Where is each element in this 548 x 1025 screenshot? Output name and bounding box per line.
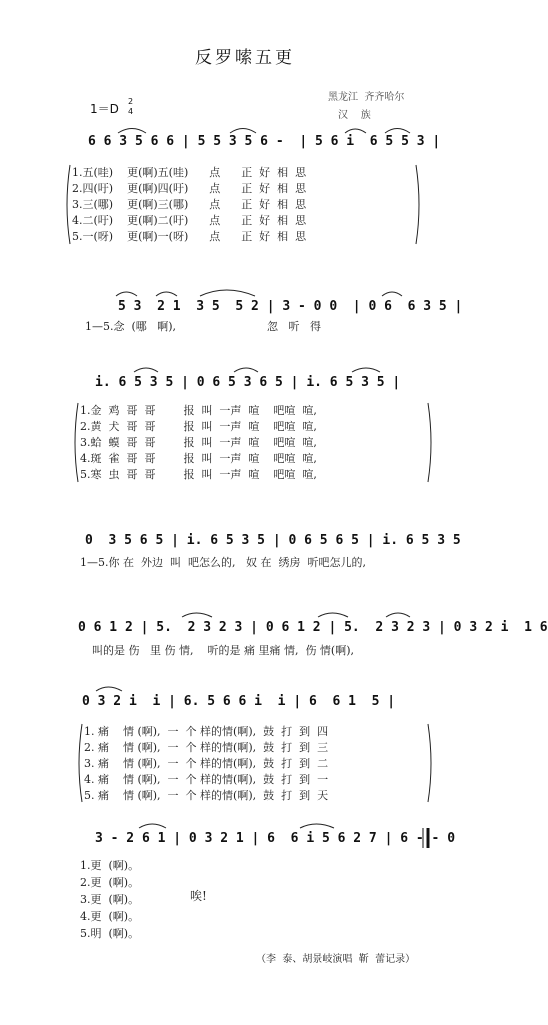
system-7-notes: 3 - 2 6 1 | 0 3 2 1 | 6 6 i 5 6 2 7 | 6 - - 0: [95, 831, 456, 846]
slur-mark: [139, 824, 166, 828]
system-1-verse-2: 2.四(吁) 更(啊)四(吁) 点 正 好 相 思: [72, 182, 307, 195]
system-6-verse-3: 3. 痛 情 (啊), 一 个 样的情(啊), 鼓 打 到 二: [84, 757, 329, 770]
time-signature-top: 2: [128, 97, 134, 106]
ethnicity-label: 汉 族: [338, 110, 371, 121]
system-7-verse-4: 4.更 (啊)。: [80, 910, 140, 923]
key-signature: 1＝D: [90, 102, 119, 116]
system-1-verse-3: 3.三(哪) 更(啊)三(哪) 点 正 好 相 思: [72, 198, 307, 211]
system-7-verse-3: 3.更 (啊)。: [80, 893, 140, 906]
system-4-notes: 0 3 5 6 5 | i. 6 5 3 5 | 0 6 5 6 5 | i. 6 5 3 5: [85, 533, 461, 548]
song-title: 反罗嗦五更: [195, 48, 295, 68]
system-3-verse-3: 3.蛤 蟆 哥 哥 报 叫 一声 喧 吧喧 喧,: [80, 436, 317, 449]
system-5-notes: 0 6 1 2 | 5. 2 3 2 3 | 0 6 1 2 | 5. 2 3 2 3 | 0 3 2 i 1 6: [78, 620, 548, 635]
system-7-verse-5: 5.明 (啊)。: [80, 927, 140, 940]
slur-mark: [156, 292, 177, 296]
system-7-verse-2: 2.更 (啊)。: [80, 876, 140, 889]
slur-mark: [116, 292, 137, 296]
verse-brace-left: [75, 403, 78, 482]
system-3-notes: i. 6 5 3 5 | 0 6 5 3 6 5 | i. 6 5 3 5 |: [95, 375, 401, 390]
system-3-verse-2: 2.黄 犬 哥 哥 报 叫 一声 喧 吧喧 喧,: [80, 420, 317, 433]
verse-brace-right: [428, 724, 431, 802]
system-6-verse-4: 4. 痛 情 (啊), 一 个 样的情(啊), 鼓 打 到 一: [84, 773, 329, 786]
time-signature-bottom: 4: [128, 107, 134, 116]
system-3-verse-5: 5.寒 虫 哥 哥 报 叫 一声 喧 吧喧 喧,: [80, 468, 317, 481]
slur-mark: [234, 368, 258, 372]
system-7-verse-1: 1.更 (啊)。: [80, 859, 140, 872]
slur-mark: [345, 129, 366, 133]
slur-mark: [385, 129, 410, 134]
slur-mark: [352, 368, 380, 372]
region-label: 黑龙江 齐齐哈尔: [328, 92, 405, 103]
system-5-lyrics: 叫的是 伤 里 伤 情, 听的是 痛 里痛 情, 伤 情(啊),: [92, 644, 355, 657]
slur-mark: [200, 290, 255, 296]
slur-mark: [386, 613, 410, 617]
system-4-lyrics: 1—5.你 在 外边 叫 吧怎么的, 奴 在 绣房 听吧怎儿的,: [80, 556, 366, 569]
system-6-verse-5: 5. 痛 情 (啊), 一 个 样的情(啊), 鼓 打 到 天: [84, 789, 329, 802]
system-2-lyrics: 1—5.念 (哪 啊), 忽 听 得: [85, 320, 321, 333]
system-6-notes: 0 3 2 i i | 6. 5 6 6 i i | 6 6 1 5 |: [82, 694, 396, 709]
verse-brace-left: [67, 165, 70, 244]
system-6-verse-1: 1. 痛 情 (啊), 一 个 样的情(啊), 鼓 打 到 四: [84, 725, 329, 738]
system-1-verse-5: 5.一(呀) 更(啊)一(呀) 点 正 好 相 思: [72, 230, 307, 243]
verse-brace-right: [416, 165, 419, 244]
system-1-verse-1: 1.五(哇) 更(啊)五(哇) 点 正 好 相 思: [72, 166, 307, 179]
verse-brace-right: [428, 403, 431, 482]
verse-brace-left: [79, 724, 82, 802]
interjection: 唉!: [190, 889, 207, 903]
slur-mark: [230, 129, 256, 134]
slur-mark: [382, 292, 402, 296]
performer-credit: （李 泰、胡景岐演唱 靳 蕾记录）: [256, 954, 416, 965]
slur-mark: [118, 129, 146, 134]
slur-mark: [182, 613, 212, 617]
system-1-notes: 6 6 3 5 6 6 | 5 5 3 5 6 - | 5 6 i 6 5 5 3 |: [88, 134, 441, 149]
system-6-verse-2: 2. 痛 情 (啊), 一 个 样的情(啊), 鼓 打 到 三: [84, 741, 329, 754]
system-3-verse-1: 1.金 鸡 哥 哥 报 叫 一声 喧 吧喧 喧,: [80, 404, 317, 417]
slur-mark: [318, 613, 348, 617]
system-1-verse-4: 4.二(吁) 更(啊)二(吁) 点 正 好 相 思: [72, 214, 307, 227]
system-2-notes: 5 3 2 1 3 5 5 2 | 3 - 0 0 | 0 6 6 3 5 |: [118, 299, 463, 314]
system-3-verse-4: 4.斑 雀 哥 哥 报 叫 一声 喧 吧喧 喧,: [80, 452, 317, 465]
slur-mark: [300, 824, 334, 828]
slur-mark: [96, 687, 122, 691]
slur-mark: [134, 368, 158, 372]
